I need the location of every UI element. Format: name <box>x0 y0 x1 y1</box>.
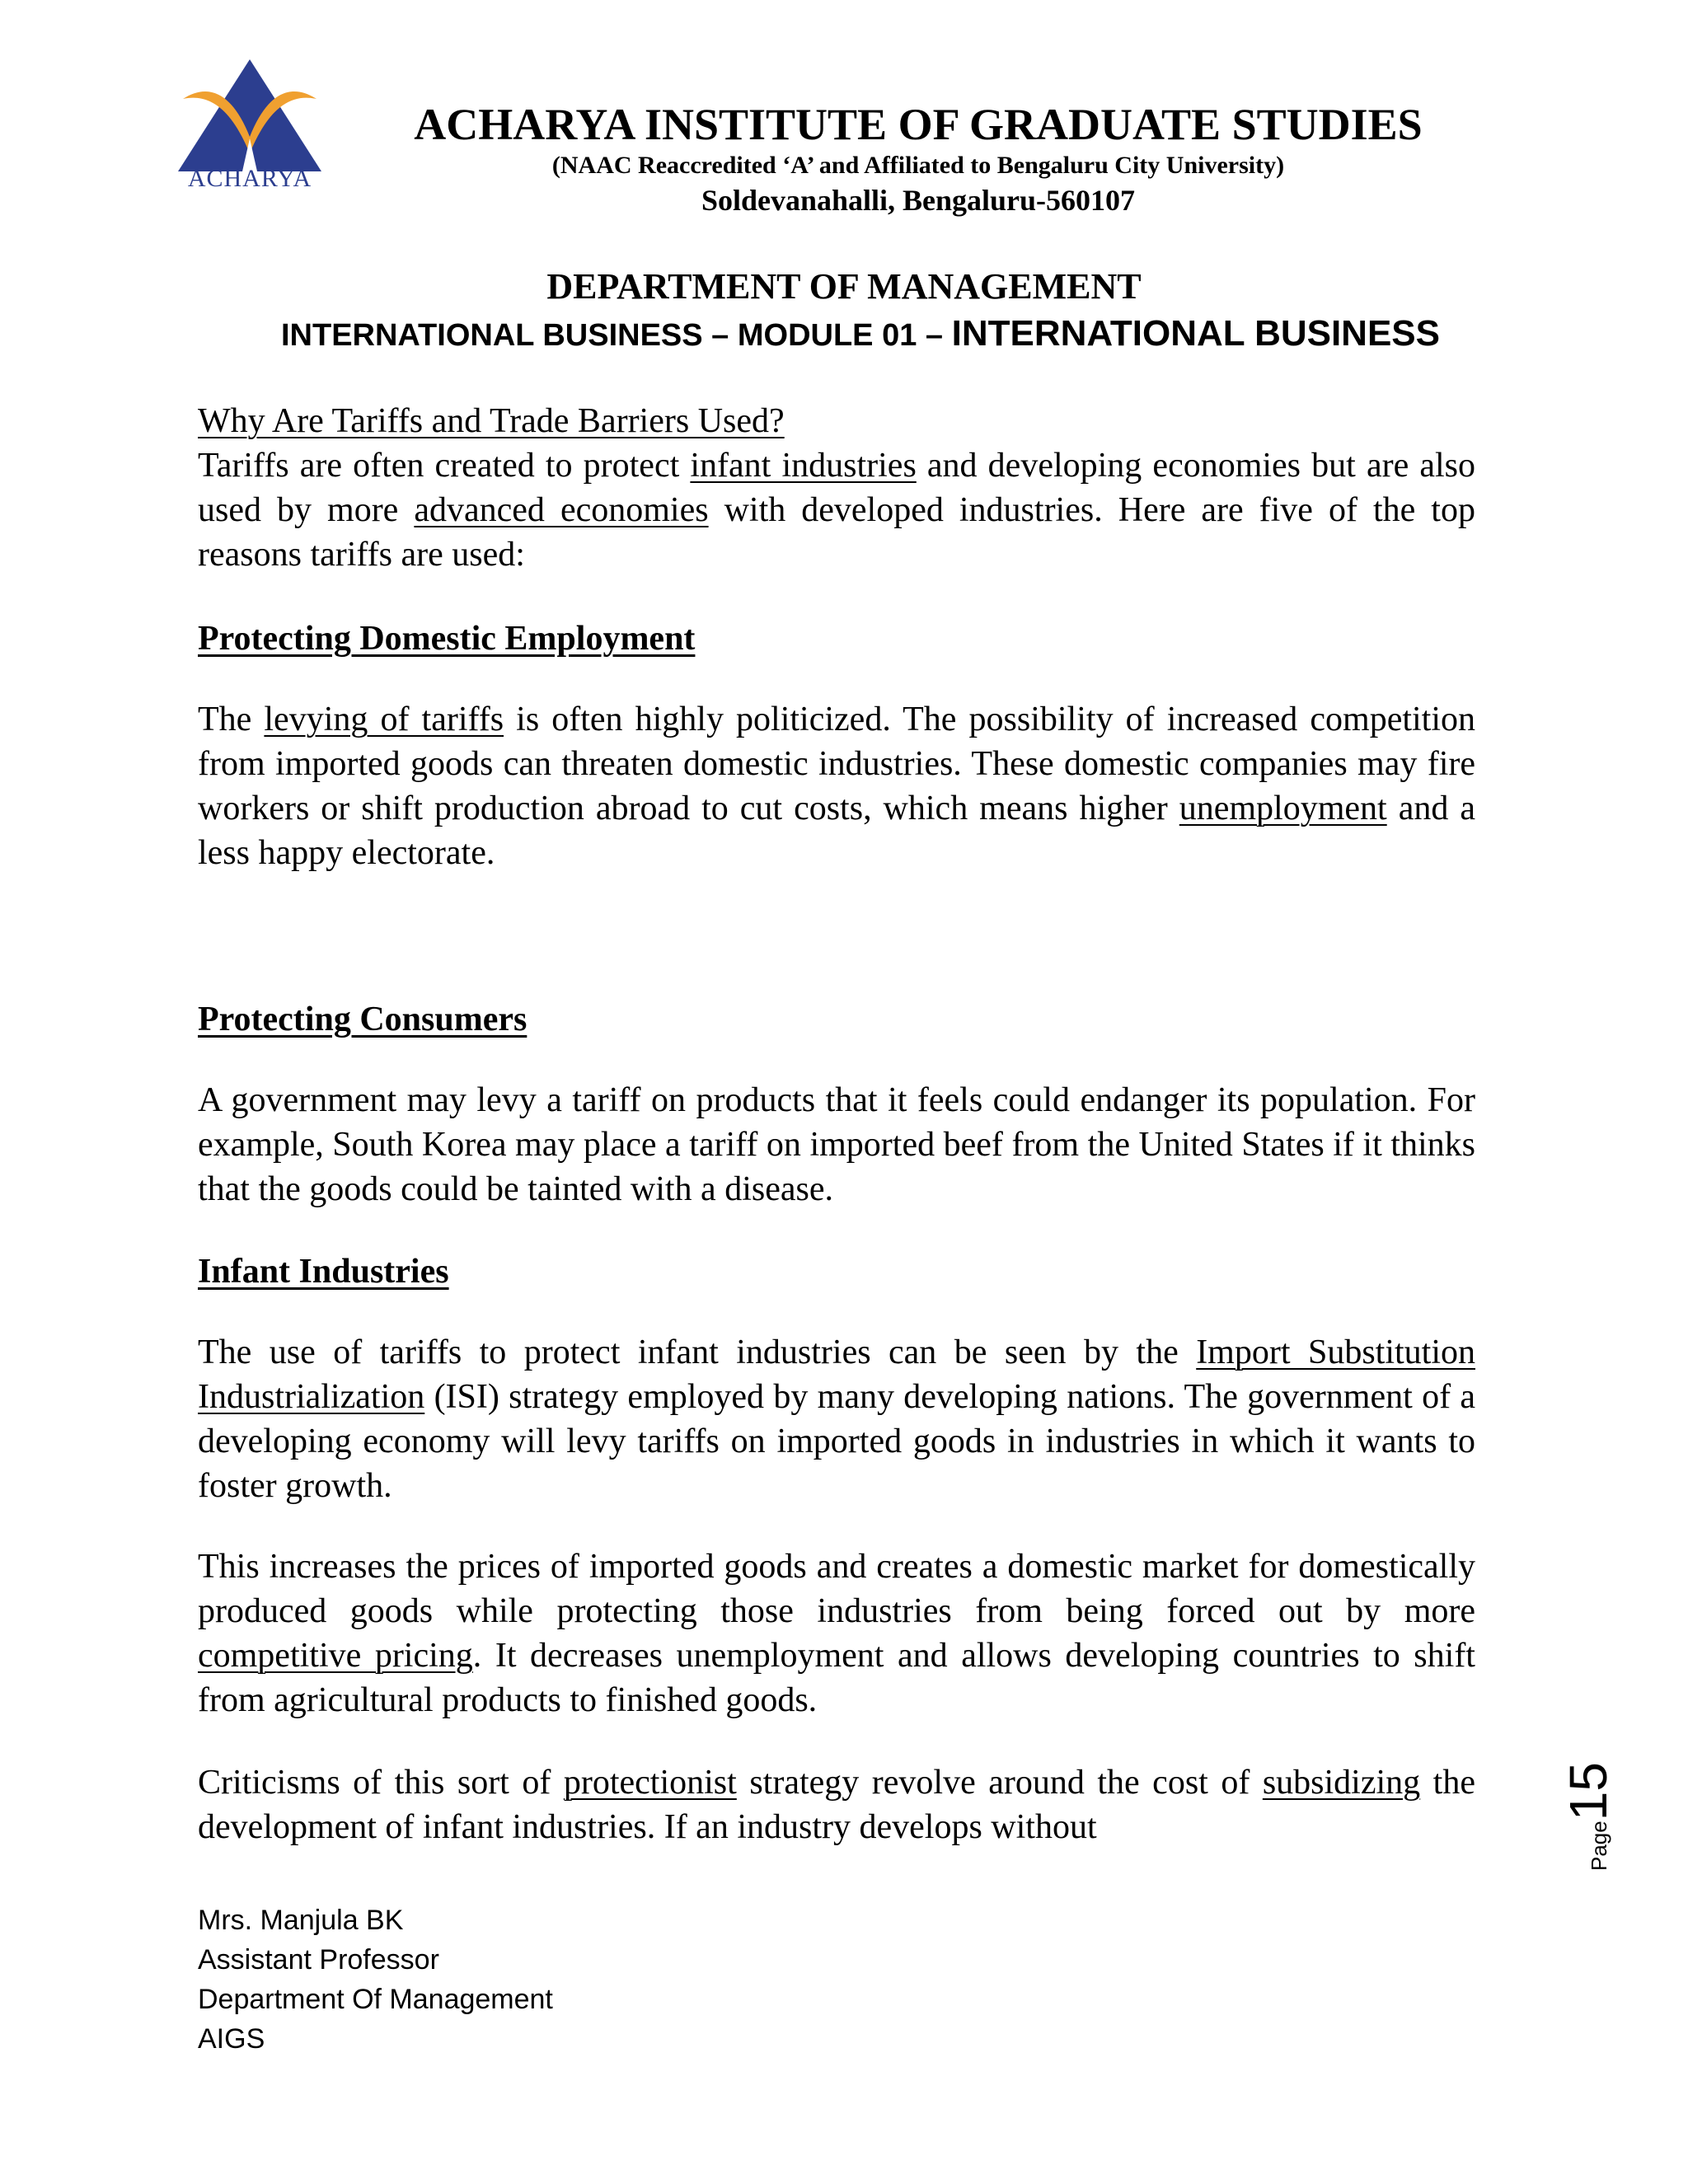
link-subsidizing[interactable]: subsidizing <box>1262 1764 1421 1802</box>
infant-paragraph-3: Criticisms of this sort of protectionist strategy revolve around the cost of subsidizing the development of infant industries. If an industry develops without <box>198 1764 1475 1846</box>
link-unemployment[interactable]: unemployment <box>1179 790 1387 827</box>
author-department: Department Of Management <box>198 1984 553 2015</box>
page-label: Page <box>1587 1821 1611 1871</box>
link-infant-industries[interactable]: infant industries <box>690 447 917 485</box>
department-title: DEPARTMENT OF MANAGEMENT <box>546 266 1142 307</box>
module-prefix: INTERNATIONAL BUSINESS – MODULE 01 – <box>280 318 952 353</box>
intro-paragraph: Tariffs are often created to protect infant industries and developing economies but are also used by more advanced economies with developed industries. Here are five of the top reasons tariffs are used: <box>198 447 1475 574</box>
location-line: Soldevanahalli, Bengaluru-560107 <box>701 184 1136 217</box>
infant-paragraph-1: The use of tariffs to protect infant industries can be seen by the Import Substitution Industrialization (ISI) strategy employed by many developing nations. The government of a developing economy will levy tariffs on imported goods in industries in which it wants to foster growth. <box>198 1333 1476 1505</box>
link-import-substitution[interactable]: Import Substitution Industrialization <box>198 1333 1476 1416</box>
module-title <box>0 313 1688 354</box>
accreditation-line: (NAAC Reaccredited ‘A’ and Affiliated to Bengaluru City University) <box>551 152 1285 179</box>
link-levying-of-tariffs[interactable]: levying of tariffs <box>264 701 504 738</box>
module-subject: INTERNATIONAL BUSINESS <box>951 313 1441 354</box>
consumers-paragraph: A government may levy a tariff on products that it feels could endanger its population. For example, South Korea may place a tariff on imported beef from the United States if it thinks that the goods could be tainted with a disease. <box>198 1081 1475 1208</box>
link-competitive-pricing[interactable]: competitive pricing <box>198 1637 473 1675</box>
logo-text: ACHARYA <box>187 165 312 192</box>
page-number-value: 15 <box>1559 1762 1618 1821</box>
link-advanced-economies[interactable]: advanced economies <box>414 491 709 529</box>
author-name: Mrs. Manjula BK <box>198 1905 404 1936</box>
heading-infant-industries: Infant Industries <box>198 1253 449 1291</box>
employment-paragraph: The levying of tariffs is often highly politicized. The possibility of increased competition from imported goods can threaten domestic industries. These domestic companies may fire workers or shift production abroad to cut costs, which means higher unemployment and a less happy electorate. <box>198 701 1476 872</box>
heading-employment: Protecting Domestic Employment <box>198 620 696 658</box>
link-protectionist[interactable]: protectionist <box>563 1764 737 1802</box>
page-content <box>198 399 1475 1849</box>
infant-paragraph-2: This increases the prices of imported goods and creates a domestic market for domestically produced goods while protecting those industries from being forced out by more competitive pricing. It decreases unemployment and allows developing countries to shift from agricultural products to finished goods. <box>198 1548 1475 1719</box>
author-role: Assistant Professor <box>198 1944 439 1975</box>
intro-title: Why Are Tariffs and Trade Barriers Used? <box>198 402 785 440</box>
heading-consumers: Protecting Consumers <box>198 1001 528 1038</box>
institute-name: ACHARYA INSTITUTE OF GRADUATE STUDIES <box>414 100 1423 149</box>
author-footer <box>198 1900 553 2059</box>
author-org: AIGS <box>198 2023 265 2055</box>
page-number <box>1558 1747 1618 1871</box>
